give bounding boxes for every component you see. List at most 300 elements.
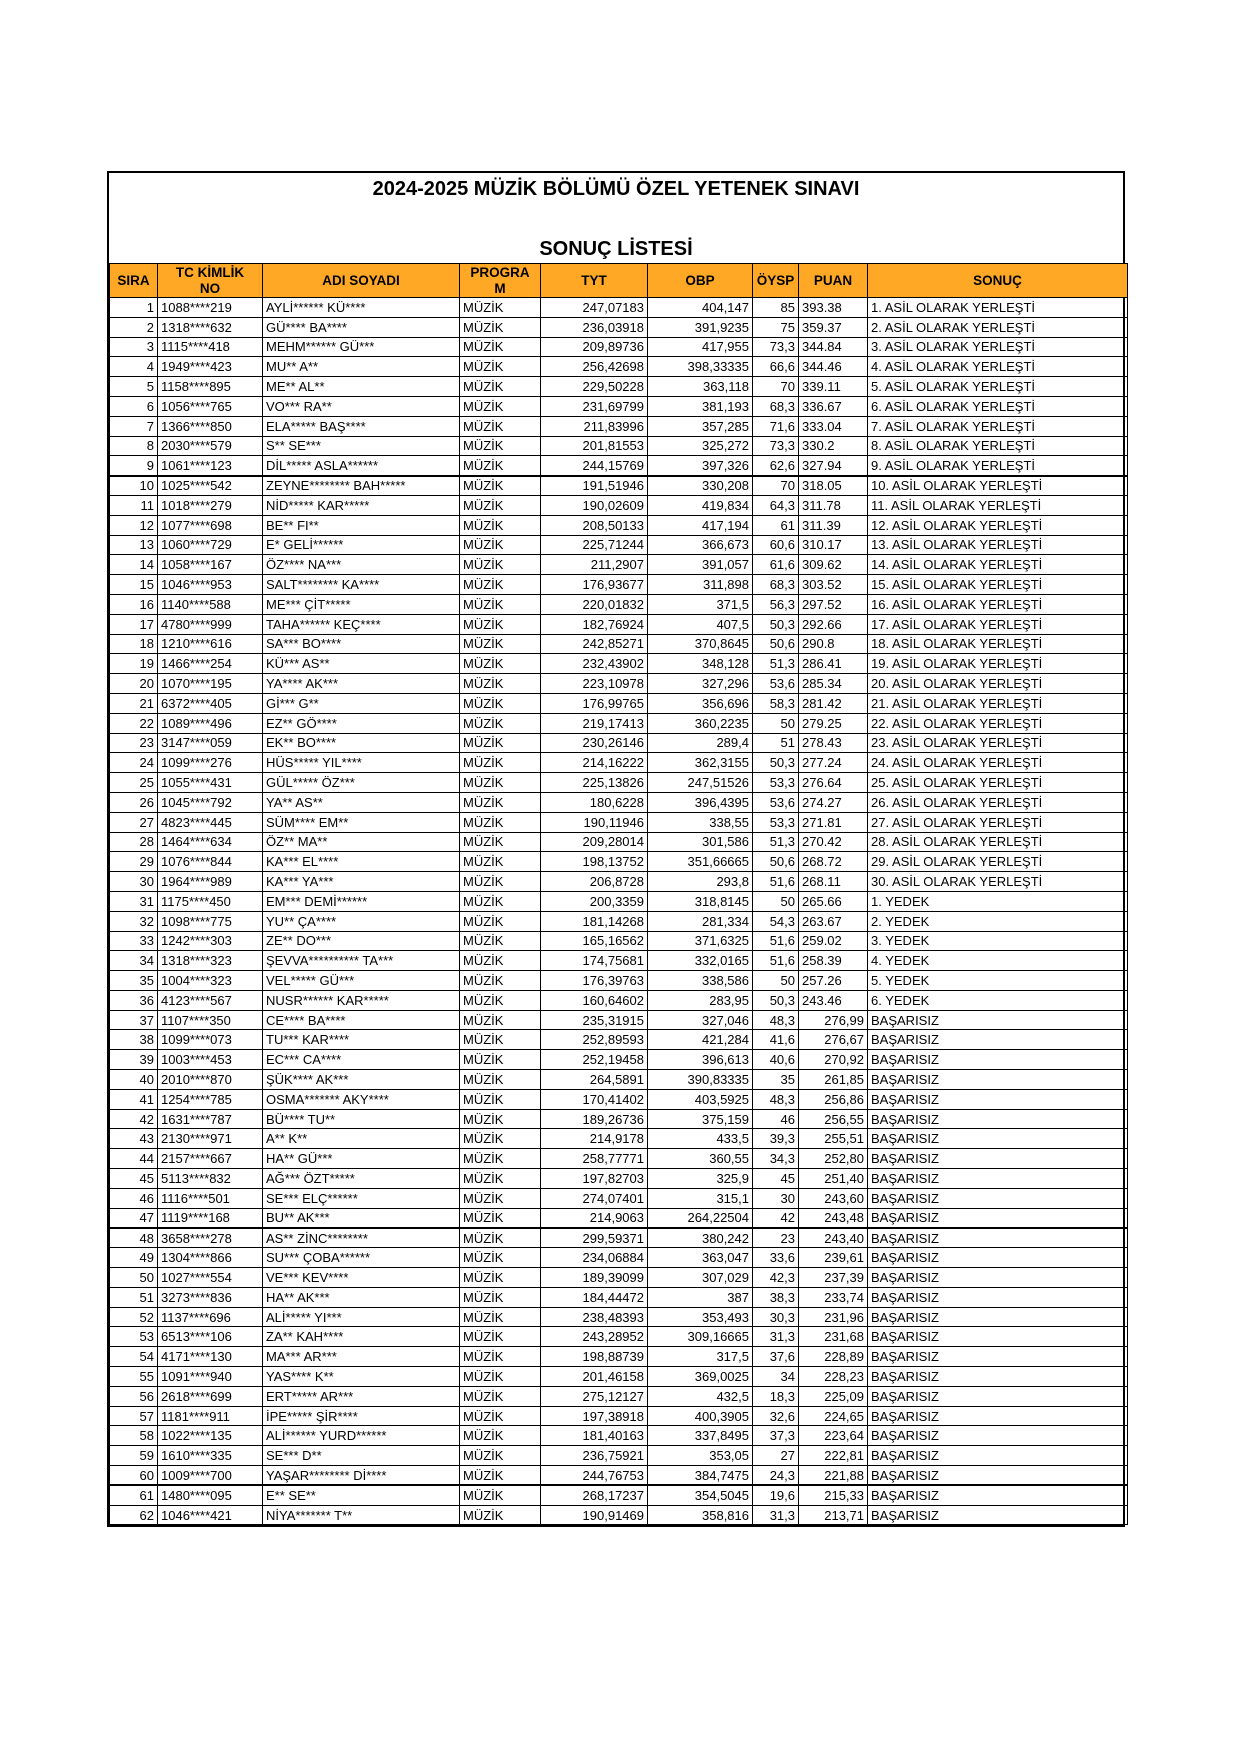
cell-name: ŞÜK**** AK*** [263, 1070, 460, 1090]
cell-tc: 2010****870 [158, 1070, 263, 1090]
cell-tyt: 256,42698 [541, 357, 648, 377]
table-row [110, 1386, 1128, 1406]
cell-name: AS** ZİNC******** [263, 1228, 460, 1248]
table-row [110, 594, 1128, 614]
cell-program: MÜZİK [460, 1386, 541, 1406]
cell-oysp: 70 [753, 476, 799, 496]
cell-puan: 318.05 [799, 476, 868, 496]
table-row [110, 852, 1128, 872]
cell-tc: 1088****219 [158, 298, 263, 318]
cell-oysp: 53,3 [753, 812, 799, 832]
cell-puan: 270.42 [799, 832, 868, 852]
cell-name: EZ** GÖ**** [263, 713, 460, 733]
cell-sira: 37 [110, 1010, 158, 1030]
cell-tc: 1027****554 [158, 1268, 263, 1288]
cell-program: MÜZİK [460, 852, 541, 872]
cell-obp: 362,3155 [648, 753, 753, 773]
table-row [110, 535, 1128, 555]
cell-tyt: 189,26736 [541, 1109, 648, 1129]
cell-name: EK** BO**** [263, 733, 460, 753]
cell-name: S** SE*** [263, 436, 460, 456]
cell-obp: 301,586 [648, 832, 753, 852]
cell-puan: 359.37 [799, 317, 868, 337]
table-row [110, 951, 1128, 971]
cell-tc: 6372****405 [158, 693, 263, 713]
table-row [110, 1070, 1128, 1090]
cell-tc: 1056****765 [158, 396, 263, 416]
cell-sonuc: 27. ASİL OLARAK YERLEŞTİ [868, 812, 1128, 832]
cell-oysp: 34 [753, 1367, 799, 1387]
cell-puan: 297.52 [799, 594, 868, 614]
cell-name: EM*** DEMİ****** [263, 891, 460, 911]
cell-program: MÜZİK [460, 713, 541, 733]
cell-name: ZA** KAH**** [263, 1327, 460, 1347]
cell-obp: 398,33335 [648, 357, 753, 377]
cell-tc: 1045****792 [158, 792, 263, 812]
cell-name: MU** A** [263, 357, 460, 377]
cell-tc: 6513****106 [158, 1327, 263, 1347]
cell-tc: 4123****567 [158, 990, 263, 1010]
table-row [110, 911, 1128, 931]
cell-oysp: 32,6 [753, 1406, 799, 1426]
cell-puan: 243,60 [799, 1188, 868, 1208]
cell-sonuc: BAŞARISIZ [868, 1089, 1128, 1109]
cell-sira: 55 [110, 1367, 158, 1387]
cell-tyt: 242,85271 [541, 634, 648, 654]
document-title: 2024-2025 MÜZİK BÖLÜMÜ ÖZEL YETENEK SINAVI [372, 178, 860, 200]
cell-tc: 1060****729 [158, 535, 263, 555]
cell-name: HA** AK*** [263, 1287, 460, 1307]
cell-sira: 9 [110, 456, 158, 476]
cell-program: MÜZİK [460, 753, 541, 773]
cell-puan: 256,55 [799, 1109, 868, 1129]
cell-tyt: 201,81553 [541, 436, 648, 456]
cell-tyt: 190,91469 [541, 1505, 648, 1525]
cell-puan: 251,40 [799, 1169, 868, 1189]
cell-program: MÜZİK [460, 456, 541, 476]
cell-obp: 360,55 [648, 1149, 753, 1169]
cell-tyt: 180,6228 [541, 792, 648, 812]
cell-tyt: 198,88739 [541, 1347, 648, 1367]
cell-sonuc: 2. ASİL OLARAK YERLEŞTİ [868, 317, 1128, 337]
cell-sira: 44 [110, 1149, 158, 1169]
cell-sira: 10 [110, 476, 158, 496]
table-row [110, 495, 1128, 515]
cell-puan: 303.52 [799, 575, 868, 595]
cell-tc: 1119****168 [158, 1208, 263, 1228]
cell-tyt: 236,75921 [541, 1446, 648, 1466]
cell-puan: 344.46 [799, 357, 868, 377]
table-row [110, 298, 1128, 318]
cell-puan: 268.11 [799, 872, 868, 892]
cell-obp: 283,95 [648, 990, 753, 1010]
cell-sonuc: 29. ASİL OLARAK YERLEŞTİ [868, 852, 1128, 872]
cell-tyt: 236,03918 [541, 317, 648, 337]
cell-tyt: 238,48393 [541, 1307, 648, 1327]
cell-program: MÜZİK [460, 931, 541, 951]
cell-tc: 1480****095 [158, 1485, 263, 1505]
table-row [110, 1268, 1128, 1288]
cell-oysp: 27 [753, 1446, 799, 1466]
table-row [110, 1169, 1128, 1189]
cell-tc: 1055****431 [158, 773, 263, 793]
cell-oysp: 40,6 [753, 1050, 799, 1070]
results-table [109, 263, 1128, 1525]
cell-puan: 290.8 [799, 634, 868, 654]
table-row [110, 1010, 1128, 1030]
cell-sira: 6 [110, 396, 158, 416]
cell-name: ŞEVVA********** TA*** [263, 951, 460, 971]
cell-sira: 56 [110, 1386, 158, 1406]
cell-name: YAS**** K** [263, 1367, 460, 1387]
table-row [110, 614, 1128, 634]
cell-sonuc: BAŞARISIZ [868, 1485, 1128, 1505]
cell-tc: 1137****696 [158, 1307, 263, 1327]
cell-sira: 2 [110, 317, 158, 337]
cell-puan: 243,48 [799, 1208, 868, 1228]
cell-tc: 1466****254 [158, 654, 263, 674]
table-row [110, 1426, 1128, 1446]
cell-sonuc: 20. ASİL OLARAK YERLEŞTİ [868, 674, 1128, 694]
cell-sonuc: 7. ASİL OLARAK YERLEŞTİ [868, 416, 1128, 436]
cell-puan: 339.11 [799, 377, 868, 397]
cell-sira: 50 [110, 1268, 158, 1288]
cell-program: MÜZİK [460, 1129, 541, 1149]
cell-sira: 33 [110, 931, 158, 951]
cell-oysp: 35 [753, 1070, 799, 1090]
cell-oysp: 62,6 [753, 456, 799, 476]
cell-oysp: 42,3 [753, 1268, 799, 1288]
cell-obp: 337,8495 [648, 1426, 753, 1446]
cell-puan: 271.81 [799, 812, 868, 832]
cell-program: MÜZİK [460, 1485, 541, 1505]
cell-obp: 317,5 [648, 1347, 753, 1367]
cell-sira: 38 [110, 1030, 158, 1050]
table-header [110, 264, 1128, 298]
cell-sonuc: BAŞARISIZ [868, 1070, 1128, 1090]
column-header-obp: OBP [648, 264, 753, 298]
table-row [110, 1228, 1128, 1248]
cell-name: SU*** ÇOBA****** [263, 1248, 460, 1268]
table-row [110, 1188, 1128, 1208]
cell-tyt: 235,31915 [541, 1010, 648, 1030]
cell-obp: 396,613 [648, 1050, 753, 1070]
cell-tc: 2618****699 [158, 1386, 263, 1406]
cell-tyt: 219,17413 [541, 713, 648, 733]
table-row [110, 1149, 1128, 1169]
cell-oysp: 56,3 [753, 594, 799, 614]
cell-oysp: 54,3 [753, 911, 799, 931]
table-row [110, 753, 1128, 773]
cell-name: ERT***** AR*** [263, 1386, 460, 1406]
cell-tyt: 190,02609 [541, 495, 648, 515]
cell-sonuc: 6. YEDEK [868, 990, 1128, 1010]
cell-name: ÖZ** MA** [263, 832, 460, 852]
cell-sonuc: BAŞARISIZ [868, 1010, 1128, 1030]
cell-sonuc: BAŞARISIZ [868, 1228, 1128, 1248]
cell-oysp: 18,3 [753, 1386, 799, 1406]
table-row [110, 1446, 1128, 1466]
cell-tyt: 201,46158 [541, 1367, 648, 1387]
cell-oysp: 51,6 [753, 872, 799, 892]
cell-program: MÜZİK [460, 1446, 541, 1466]
cell-program: MÜZİK [460, 1505, 541, 1525]
cell-puan: 311.78 [799, 495, 868, 515]
cell-obp: 391,057 [648, 555, 753, 575]
cell-tyt: 184,44472 [541, 1287, 648, 1307]
cell-sonuc: 14. ASİL OLARAK YERLEŞTİ [868, 555, 1128, 575]
cell-tc: 1098****775 [158, 911, 263, 931]
cell-name: ALİ***** YI*** [263, 1307, 460, 1327]
cell-tyt: 252,19458 [541, 1050, 648, 1070]
cell-puan: 274.27 [799, 792, 868, 812]
cell-tyt: 182,76924 [541, 614, 648, 634]
cell-program: MÜZİK [460, 891, 541, 911]
cell-sira: 48 [110, 1228, 158, 1248]
cell-obp: 371,6325 [648, 931, 753, 951]
cell-puan: 225,09 [799, 1386, 868, 1406]
cell-program: MÜZİK [460, 733, 541, 753]
cell-tyt: 244,15769 [541, 456, 648, 476]
cell-name: SE*** D** [263, 1446, 460, 1466]
cell-tyt: 181,14268 [541, 911, 648, 931]
cell-sira: 49 [110, 1248, 158, 1268]
cell-obp: 281,334 [648, 911, 753, 931]
cell-sira: 20 [110, 674, 158, 694]
cell-oysp: 58,3 [753, 693, 799, 713]
table-row [110, 1327, 1128, 1347]
cell-sira: 61 [110, 1485, 158, 1505]
cell-program: MÜZİK [460, 1188, 541, 1208]
table-row [110, 733, 1128, 753]
cell-name: Gİ*** G** [263, 693, 460, 713]
cell-name: NİD***** KAR***** [263, 495, 460, 515]
cell-obp: 400,3905 [648, 1406, 753, 1426]
cell-program: MÜZİK [460, 654, 541, 674]
cell-tyt: 268,17237 [541, 1485, 648, 1505]
cell-oysp: 39,3 [753, 1129, 799, 1149]
cell-puan: 228,23 [799, 1367, 868, 1387]
cell-program: MÜZİK [460, 951, 541, 971]
cell-oysp: 23 [753, 1228, 799, 1248]
table-row [110, 693, 1128, 713]
cell-tc: 1115****418 [158, 337, 263, 357]
cell-tyt: 170,41402 [541, 1089, 648, 1109]
cell-tc: 1366****850 [158, 416, 263, 436]
cell-sonuc: BAŞARISIZ [868, 1129, 1128, 1149]
cell-obp: 247,51526 [648, 773, 753, 793]
cell-obp: 264,22504 [648, 1208, 753, 1228]
cell-puan: 231,68 [799, 1327, 868, 1347]
cell-puan: 279.25 [799, 713, 868, 733]
cell-program: MÜZİK [460, 1426, 541, 1446]
cell-tc: 1099****276 [158, 753, 263, 773]
cell-sira: 42 [110, 1109, 158, 1129]
cell-program: MÜZİK [460, 1050, 541, 1070]
cell-sonuc: 28. ASİL OLARAK YERLEŞTİ [868, 832, 1128, 852]
cell-sira: 43 [110, 1129, 158, 1149]
cell-tc: 4823****445 [158, 812, 263, 832]
table-row [110, 1248, 1128, 1268]
cell-tyt: 191,51946 [541, 476, 648, 496]
cell-obp: 363,118 [648, 377, 753, 397]
cell-oysp: 75 [753, 317, 799, 337]
cell-tc: 3147****059 [158, 733, 263, 753]
cell-name: NİYA******* T** [263, 1505, 460, 1525]
cell-sira: 51 [110, 1287, 158, 1307]
cell-sira: 8 [110, 436, 158, 456]
cell-program: MÜZİK [460, 337, 541, 357]
cell-obp: 404,147 [648, 298, 753, 318]
cell-oysp: 37,3 [753, 1426, 799, 1446]
cell-program: MÜZİK [460, 317, 541, 337]
cell-sonuc: 5. YEDEK [868, 971, 1128, 991]
cell-sonuc: 4. ASİL OLARAK YERLEŞTİ [868, 357, 1128, 377]
cell-sonuc: 19. ASİL OLARAK YERLEŞTİ [868, 654, 1128, 674]
cell-oysp: 70 [753, 377, 799, 397]
cell-tyt: 211,83996 [541, 416, 648, 436]
cell-puan: 292.66 [799, 614, 868, 634]
cell-oysp: 48,3 [753, 1010, 799, 1030]
cell-sonuc: 22. ASİL OLARAK YERLEŞTİ [868, 713, 1128, 733]
cell-tyt: 197,38918 [541, 1406, 648, 1426]
cell-obp: 353,05 [648, 1446, 753, 1466]
cell-sira: 4 [110, 357, 158, 377]
cell-tyt: 214,9063 [541, 1208, 648, 1228]
table-row [110, 1307, 1128, 1327]
cell-obp: 381,193 [648, 396, 753, 416]
cell-obp: 432,5 [648, 1386, 753, 1406]
cell-puan: 309.62 [799, 555, 868, 575]
cell-program: MÜZİK [460, 1030, 541, 1050]
cell-oysp: 50,3 [753, 990, 799, 1010]
cell-oysp: 51 [753, 733, 799, 753]
cell-tc: 1210****616 [158, 634, 263, 654]
cell-oysp: 50,6 [753, 634, 799, 654]
cell-sira: 31 [110, 891, 158, 911]
cell-tc: 1046****421 [158, 1505, 263, 1525]
cell-puan: 259.02 [799, 931, 868, 951]
cell-program: MÜZİK [460, 1228, 541, 1248]
cell-tyt: 244,76753 [541, 1466, 648, 1486]
cell-sira: 3 [110, 337, 158, 357]
cell-tc: 1318****632 [158, 317, 263, 337]
cell-obp: 327,296 [648, 674, 753, 694]
cell-tc: 1018****279 [158, 495, 263, 515]
cell-program: MÜZİK [460, 357, 541, 377]
cell-obp: 356,696 [648, 693, 753, 713]
cell-program: MÜZİK [460, 575, 541, 595]
table-body [110, 298, 1128, 1525]
cell-name: SA*** BO**** [263, 634, 460, 654]
table-row [110, 971, 1128, 991]
cell-oysp: 51,6 [753, 931, 799, 951]
cell-puan: 330.2 [799, 436, 868, 456]
cell-name: E** SE** [263, 1485, 460, 1505]
table-row [110, 1129, 1128, 1149]
cell-tc: 4780****999 [158, 614, 263, 634]
cell-sonuc: BAŞARISIZ [868, 1188, 1128, 1208]
cell-sonuc: BAŞARISIZ [868, 1327, 1128, 1347]
cell-program: MÜZİK [460, 594, 541, 614]
cell-sonuc: 10. ASİL OLARAK YERLEŞTİ [868, 476, 1128, 496]
cell-sira: 12 [110, 515, 158, 535]
table-row [110, 1485, 1128, 1505]
cell-program: MÜZİK [460, 634, 541, 654]
table-row [110, 377, 1128, 397]
cell-program: MÜZİK [460, 1149, 541, 1169]
cell-tc: 1009****700 [158, 1466, 263, 1486]
column-header-tc: TC KİMLİK NO [158, 264, 263, 298]
cell-tc: 1464****634 [158, 832, 263, 852]
cell-puan: 233,74 [799, 1287, 868, 1307]
table-row [110, 1406, 1128, 1426]
cell-oysp: 33,6 [753, 1248, 799, 1268]
table-row [110, 654, 1128, 674]
cell-puan: 344.84 [799, 337, 868, 357]
cell-tc: 1022****135 [158, 1426, 263, 1446]
table-row [110, 990, 1128, 1010]
cell-name: KA*** EL**** [263, 852, 460, 872]
cell-puan: 228,89 [799, 1347, 868, 1367]
cell-sira: 57 [110, 1406, 158, 1426]
cell-sira: 62 [110, 1505, 158, 1525]
cell-sonuc: BAŞARISIZ [868, 1466, 1128, 1486]
cell-name: AĞ*** ÖZT***** [263, 1169, 460, 1189]
cell-program: MÜZİK [460, 872, 541, 892]
cell-tyt: 176,99765 [541, 693, 648, 713]
cell-tc: 1140****588 [158, 594, 263, 614]
cell-program: MÜZİK [460, 792, 541, 812]
cell-oysp: 50 [753, 713, 799, 733]
cell-tyt: 223,10978 [541, 674, 648, 694]
cell-tc: 1076****844 [158, 852, 263, 872]
cell-tyt: 160,64602 [541, 990, 648, 1010]
cell-sonuc: 13. ASİL OLARAK YERLEŞTİ [868, 535, 1128, 555]
cell-name: BÜ**** TU** [263, 1109, 460, 1129]
cell-tc: 1158****895 [158, 377, 263, 397]
cell-program: MÜZİK [460, 298, 541, 318]
table-row [110, 1030, 1128, 1050]
cell-tyt: 214,9178 [541, 1129, 648, 1149]
cell-puan: 333.04 [799, 416, 868, 436]
cell-sonuc: BAŞARISIZ [868, 1109, 1128, 1129]
cell-sonuc: 30. ASİL OLARAK YERLEŞTİ [868, 872, 1128, 892]
column-header-program: PROGRA M [460, 264, 541, 298]
cell-tyt: 197,82703 [541, 1169, 648, 1189]
cell-sonuc: 16. ASİL OLARAK YERLEŞTİ [868, 594, 1128, 614]
cell-oysp: 46 [753, 1109, 799, 1129]
cell-program: MÜZİK [460, 1070, 541, 1090]
cell-tyt: 200,3359 [541, 891, 648, 911]
cell-tyt: 243,28952 [541, 1327, 648, 1347]
cell-puan: 256,86 [799, 1089, 868, 1109]
cell-puan: 237,39 [799, 1268, 868, 1288]
cell-tc: 1003****453 [158, 1050, 263, 1070]
cell-puan: 243.46 [799, 990, 868, 1010]
cell-tc: 1077****698 [158, 515, 263, 535]
cell-obp: 390,83335 [648, 1070, 753, 1090]
cell-puan: 215,33 [799, 1485, 868, 1505]
cell-obp: 384,7475 [648, 1466, 753, 1486]
cell-name: VO*** RA** [263, 396, 460, 416]
cell-sonuc: 18. ASİL OLARAK YERLEŞTİ [868, 634, 1128, 654]
cell-oysp: 31,3 [753, 1505, 799, 1525]
table-row [110, 1466, 1128, 1486]
cell-oysp: 64,3 [753, 495, 799, 515]
table-row [110, 773, 1128, 793]
table-row [110, 872, 1128, 892]
